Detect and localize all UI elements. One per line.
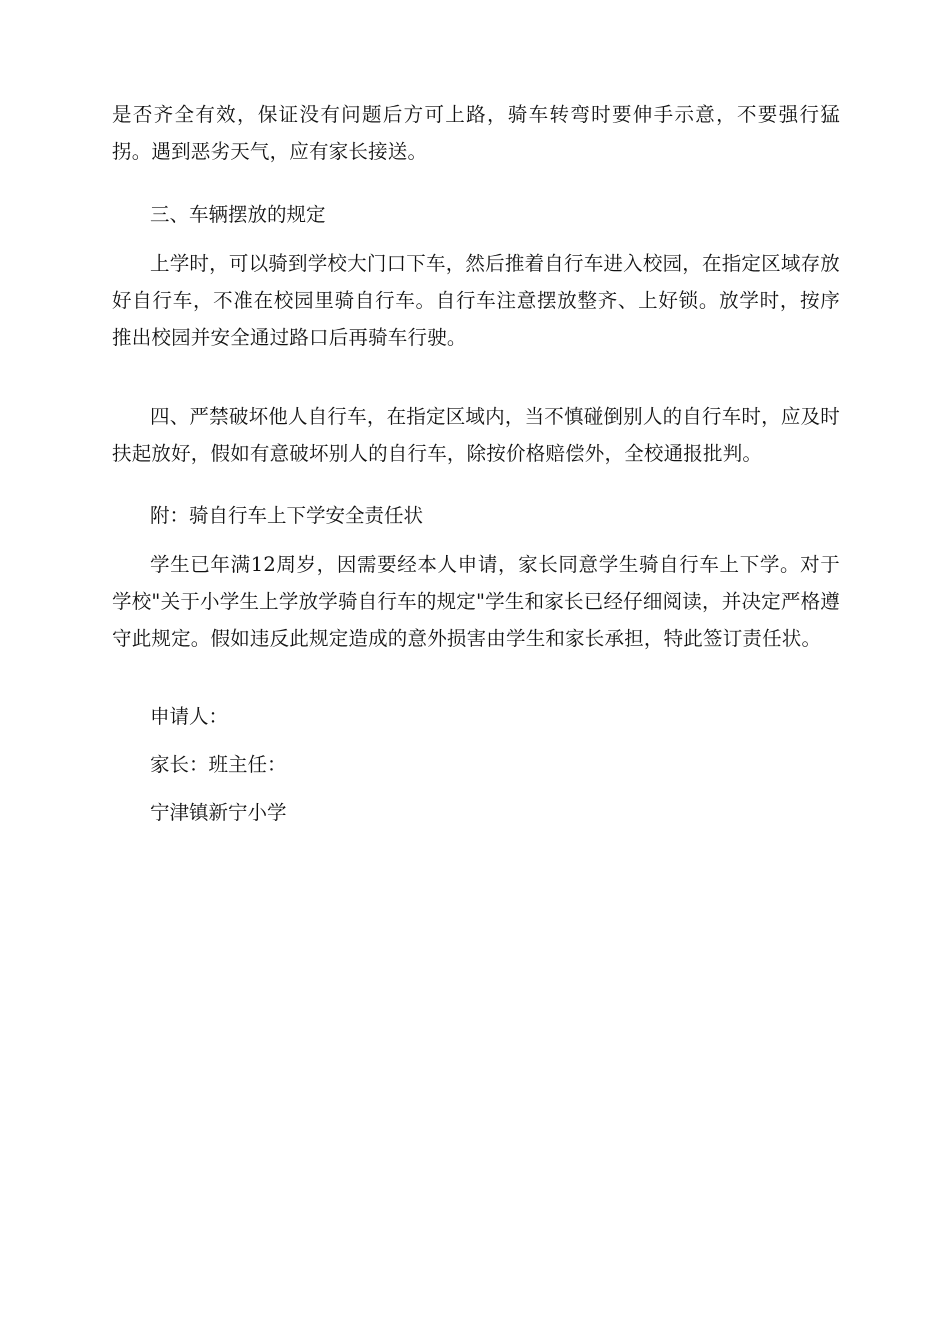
school-name: 宁津镇新宁小学 <box>150 801 287 824</box>
section3-heading: 三、车辆摆放的规定 <box>150 203 326 226</box>
section4-paragraph <box>112 398 840 472</box>
continuation-paragraph <box>112 96 840 170</box>
section4-body-text: 四、严禁破坏他人自行车，在指定区域内，当不慎碰倒别人的自行车时，应及时扶起放好，假如有意破坏别人的自行车，除按价格赔偿外，全校通报批判。 <box>112 405 840 465</box>
section3-body-text: 上学时，可以骑到学校大门口下车，然后推着自行车进入校园，在指定区域存放好自行车，不准在校园里骑自行车。自行车注意摆放整齐、上好锁。放学时，按序推出校园并安全通过路口后再骑车行驶。 <box>112 252 840 349</box>
appendix-body-text: 学生已年满12周岁，因需要经本人申请，家长同意学生骑自行车上下学。对于学校"关于小学生上学放学骑自行车的规定"学生和家长已经仔细阅读，并决定严格遵守此规定。假如违反此规定造成的意外损害由学生和家长承担，特此签订责任状。 <box>112 553 840 650</box>
appendix-title: 附：骑自行车上下学安全责任状 <box>150 504 424 527</box>
continuation-text: 是否齐全有效，保证没有问题后方可上路，骑车转弯时要伸手示意，不要强行猛拐。遇到恶劣天气，应有家长接送。 <box>112 103 840 163</box>
parent-teacher-label: 家长：班主任： <box>150 753 287 776</box>
appendix-paragraph <box>112 546 840 657</box>
applicant-label: 申请人： <box>150 705 229 728</box>
section3-paragraph <box>112 245 840 356</box>
